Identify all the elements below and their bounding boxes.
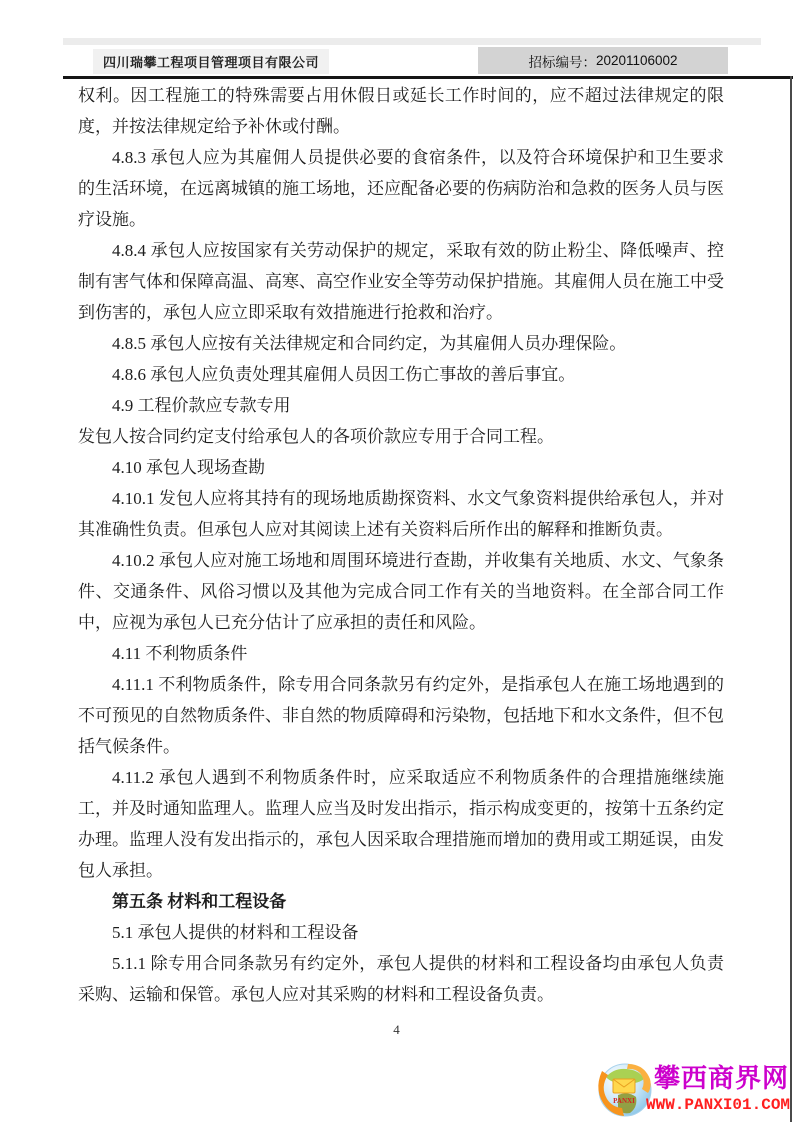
clause-4-11-heading: 4.11 不利物质条件 [112,644,248,663]
clause-4-10-2: 4.10.2 承包人应对施工场地和周围环境进行查勘，并收集有关地质、水文、气象条件、交通条件、风俗习惯以及其他为完成合同工作有关的当地资料。在全部合同工作中，应视为承包人已充分估计了应承担的责任和风险。 [78,551,724,632]
header-shading-strip [63,38,761,45]
clause-4-9-heading: 4.9 工程价款应专款专用 [112,396,291,415]
continuation-paragraph: 权利。因工程施工的特殊需要占用休假日或延长工作时间的，应不超过法律规定的限度，并按法律规定给予补休或付酬。 [78,86,724,136]
clause-4-8-5: 4.8.5 承包人应按有关法律规定和合同约定，为其雇佣人员办理保险。 [112,334,627,353]
header-company-name: 四川瑞攀工程项目管理项目有限公司 [93,49,329,74]
page-edge-line [790,76,792,1122]
clause-4-10-heading: 4.10 承包人现场查勘 [112,458,265,477]
clause-5-1-1: 5.1.1 除专用合同条款另有约定外，承包人提供的材料和工程设备均由承包人负责采购、运输和保管。承包人应对其采购的材料和工程设备负责。 [78,954,724,1004]
panxi-logo-text: PANXI [613,1097,635,1105]
bid-number-label: 招标编号： [528,54,596,70]
clause-4-9-body: 发包人按合同约定支付给承包人的各项价款应专用于合同工程。 [78,427,554,446]
bid-number-value: 20201106002 [595,53,678,68]
article-5-heading: 第五条 材料和工程设备 [112,892,287,911]
clause-5-1-heading: 5.1 承包人提供的材料和工程设备 [112,923,359,942]
clause-4-8-4: 4.8.4 承包人应按国家有关劳动保护的规定，采取有效的防止粉尘、降低噪声、控制有害气体和保障高温、高寒、高空作业安全等劳动保护措施。其雇佣人员在施工中受到伤害的，承包人应立即采取有效措施进行抢救和治疗。 [78,241,724,322]
panxi-watermark [592,1057,793,1122]
clause-4-11-1: 4.11.1 不利物质条件，除专用合同条款另有约定外，是指承包人在施工场地遇到的不可预见的自然物质条件、非自然的物质障碍和污染物，包括地下和水文条件，但不包括气候条件。 [78,675,724,756]
document-body [78,80,724,1010]
page-number: 4 [393,1022,400,1037]
clause-4-8-3: 4.8.3 承包人应为其雇佣人员提供必要的食宿条件，以及符合环境保护和卫生要求的生活环境，在远离城镇的施工场地，还应配备必要的伤病防治和急救的医务人员与医疗设施。 [78,148,724,229]
watermark-site-name: 攀西商界网 [654,1063,790,1093]
clause-4-10-1: 4.10.1 发包人应将其持有的现场地质勘探资料、水文气象资料提供给承包人，并对其准确性负责。但承包人应对其阅读上述有关资料后所作出的解释和推断负责。 [78,489,724,539]
watermark-site-url: WWW.PANXI01.COM [646,1096,791,1114]
header-rule [63,76,793,79]
clause-4-8-6: 4.8.6 承包人应负责处理其雇佣人员因工伤亡事故的善后事宜。 [112,365,576,384]
clause-4-11-2: 4.11.2 承包人遇到不利物质条件时，应采取适应不利物质条件的合理措施继续施工，并及时通知监理人。监理人应当及时发出指示，指示构成变更的，按第十五条约定办理。监理人没有发出指示的，承包人因采取合理措施而增加的费用或工期延误，由发包人承担。 [78,768,724,880]
header-bid-number-field [478,47,728,74]
